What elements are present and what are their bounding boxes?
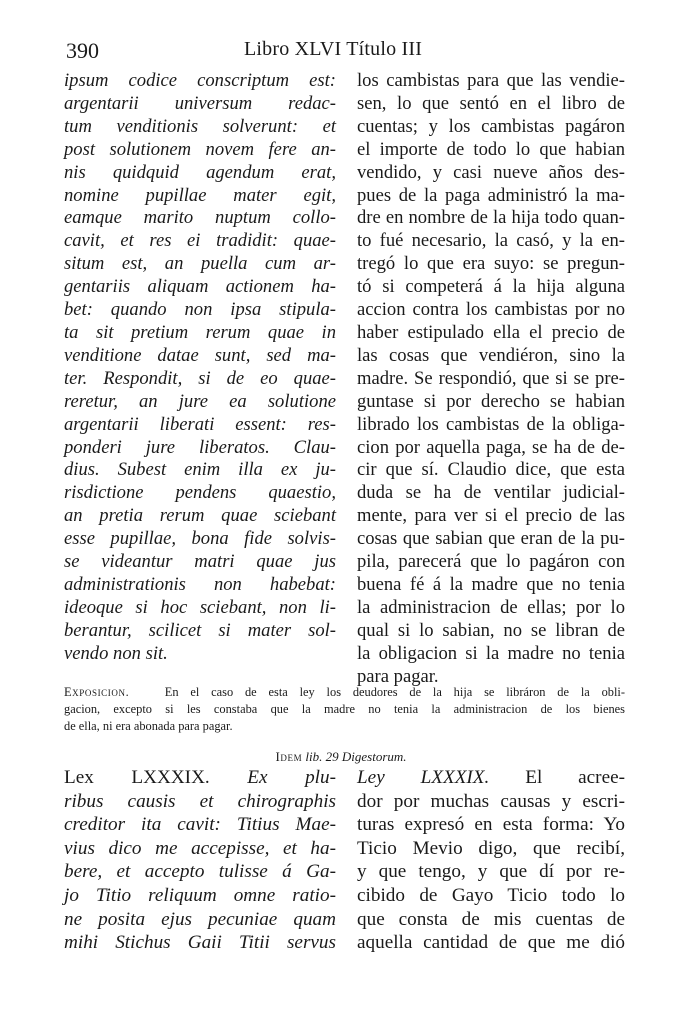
lex-89-latin-first-line (64, 766, 336, 790)
text-line: tum venditionis solverunt: et (64, 115, 336, 137)
text-line: dre en nombre de la hija todo quan- (357, 207, 625, 229)
text-line: tó si competerá á la hija alguna (357, 276, 625, 298)
text-line: to fué necesario, la casó, y la en- (357, 230, 625, 252)
text-line: accion contra los cambistas por no (357, 299, 625, 321)
text-line: para pagar. (357, 665, 439, 687)
text-line: las cosas que vendiéron, sino la (357, 344, 625, 366)
text-line: buena fé á la madre que no tenia (357, 573, 625, 595)
text-line: Ticio Mevio digo, que recibí, (357, 837, 625, 859)
text-line: ipsum codice conscriptum est: (64, 70, 336, 91)
text-line: cion por aquella paga, se ha de de- (357, 436, 625, 458)
text-line: madre. Se respondió, que si se pre- (357, 367, 625, 389)
text-line: ponderi jure liberatos. Clau- (64, 436, 336, 458)
running-title: Libro XLVI Título III (244, 38, 423, 60)
text-line: turas expresó en esta forma: Yo (357, 814, 625, 836)
text-line: cosas que sabian que eran de la pu- (357, 528, 625, 550)
text-line: dius. Subest enim illa ex ju- (64, 459, 336, 481)
text-line: eamque marito nuptum collo- (64, 207, 336, 229)
text-line: guntase si por derecho se habian (357, 390, 625, 412)
exposicion-line: gacion, excepto si les constaba que la madre no tenia la administracion de los bienes (64, 702, 625, 716)
text-line: se videantur matri quae jus (64, 551, 336, 573)
lex-89-latin-column (64, 766, 336, 955)
text-line: creditor ita cavit: Titius Mae- (64, 814, 336, 836)
text-line: que consta de mis cuentas de (357, 908, 625, 930)
exposicion-line (64, 684, 625, 701)
exposicion-label: Exposicion. (64, 685, 130, 699)
text-line: post solutionem novem fere an- (64, 138, 336, 160)
text-line: an pretia rerum quae sciebant (64, 505, 336, 527)
text-line: haber estipulado ella el precio de (357, 321, 625, 343)
text-line: cuentas; y los cambistas pagáron (357, 115, 625, 137)
text-line: aquella cantidad de que me dió (357, 932, 625, 954)
text-line: argentarii liberati essent: res- (64, 413, 336, 435)
ley-heading: Ley LXXXIX. (357, 767, 490, 788)
text-line: bere, et accepto tulisse á Ga- (64, 861, 336, 883)
ley-89-spanish-first-line (357, 766, 625, 790)
text-line: nis quidquid agendum erat, (64, 161, 336, 183)
lex-89-latin-text: Ex plu- (247, 767, 336, 788)
lex-heading: Lex LXXXIX. (64, 767, 210, 788)
text-line: los cambistas para que las vendie- (357, 70, 625, 91)
text-line: y que tengo, y que dí por re- (357, 861, 625, 883)
text-line: ta sit pretium rerum quae in (64, 321, 336, 343)
text-line: vius dico me accepisse, et ha- (64, 837, 336, 859)
text-line: jo Titio reliquum omne ratio- (64, 884, 336, 906)
spanish-text-column (357, 70, 625, 688)
text-line: nomine pupillae mater egit, (64, 184, 336, 206)
text-line: ter. Respondit, si de eo quae- (64, 367, 336, 389)
text-line: argentarii universum redac- (64, 92, 336, 114)
section-citation (0, 749, 682, 765)
text-line: qual si lo sabian, no se libran de (357, 619, 625, 641)
text-line: reretur, an jure ea solutione (64, 390, 336, 412)
text-line: vendo non sit. (64, 642, 168, 664)
text-line: ne posita ejus pecuniae quam (64, 908, 336, 930)
text-line: pues de la paga administró la ma- (357, 184, 625, 206)
text-line: sen, lo que sentó en el libro de (357, 92, 625, 114)
text-line: ideoque si hoc sciebant, non li- (64, 596, 336, 618)
text-line: la administracion de ellas; por lo (357, 596, 625, 618)
text-line: ribus causis et chirographis (64, 790, 336, 812)
text-line: cir que sí. Claudio dice, que esta (357, 459, 625, 481)
text-line: bet: quando non ipsa stipula- (64, 299, 336, 321)
text-line: gentariis aliquam actionem ha- (64, 276, 336, 298)
text-line: mihi Stichus Gaii Titii servus (64, 932, 336, 954)
text-line: dor por muchas causas y escri- (357, 790, 625, 812)
text-line: la obligacion si la madre no tenia (357, 642, 625, 664)
citation-reference: lib. 29 Digestorum. (305, 749, 407, 764)
ley-89-spanish-text: El acree- (525, 767, 625, 788)
text-line: esse pupillae, bona fide solvis- (64, 528, 336, 550)
exposicion-note (64, 684, 625, 735)
citation-author: Idem (275, 749, 303, 764)
page-number: 390 (66, 38, 99, 63)
latin-text-column (64, 70, 336, 666)
ley-89-spanish-column (357, 766, 625, 955)
text-line: tregó lo que era suyo: se pregun- (357, 253, 625, 275)
text-line: cibido de Gayo Ticio todo lo (357, 884, 625, 906)
text-line: cavit, et res ei tradidit: quae- (64, 230, 336, 252)
exposicion-line: de ella, ni era abonada para pagar. (64, 719, 233, 733)
text-line: venditione datae sunt, sed ma- (64, 344, 336, 366)
text-line: pila, parecerá que lo pagáron con (357, 551, 625, 573)
text-line: situm est, an puella cum ar- (64, 253, 336, 275)
text-line: risdictione pendens quaestio, (64, 482, 336, 504)
text-line: vendido, y casi nueve años des- (357, 161, 625, 183)
text-line: mente, para ver si el precio de las (357, 505, 625, 527)
text-line: el importe de todo lo que habian (357, 138, 625, 160)
text-line: administrationis non habebat: (64, 573, 336, 595)
text-line: librado los cambistas de la obliga- (357, 413, 625, 435)
text-line: duda se ha de ventilar judicial- (357, 482, 625, 504)
text-line: berantur, scilicet si mater sol- (64, 619, 336, 641)
exposicion-text: En el caso de esta ley los deudores de la hija se libráron de la obli- (164, 685, 625, 699)
